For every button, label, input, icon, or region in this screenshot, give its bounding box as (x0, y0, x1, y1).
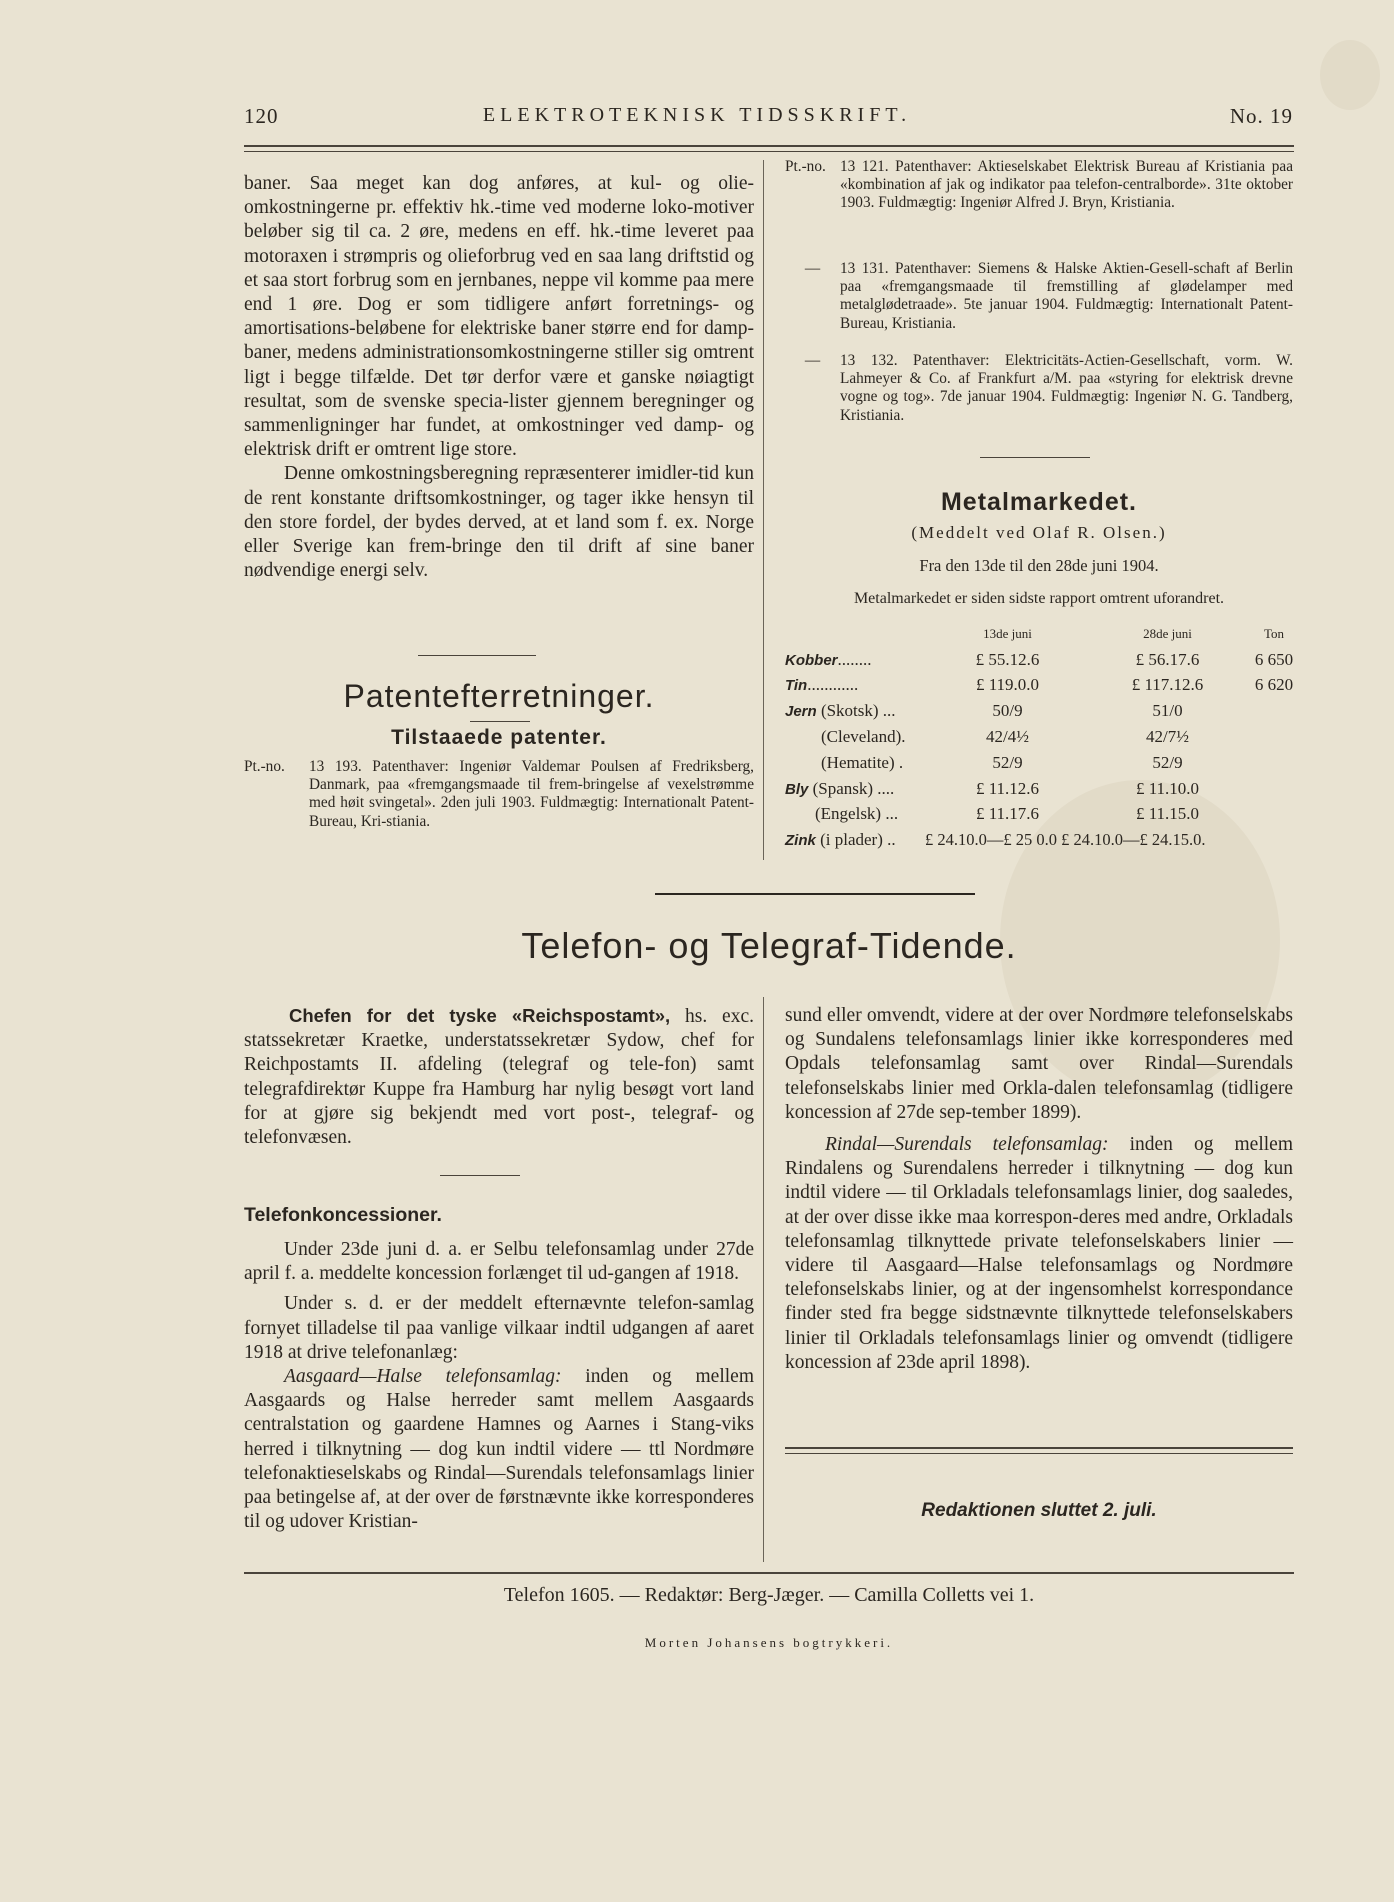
tonnage (1245, 750, 1303, 776)
patent-label: — (804, 260, 821, 277)
table-row (785, 698, 1303, 724)
column-divider (763, 997, 764, 1562)
table-row (785, 776, 1303, 802)
price-june-28: £ 11.15.0 (1135, 804, 1200, 824)
footer-line: Telefon 1605. — Redaktør: Berg-Jæger. — Camilla Colletts vei 1. (503, 1584, 1035, 1606)
telefon-right-column (785, 1004, 1293, 1375)
table-row (785, 673, 1303, 699)
section-divider (418, 655, 536, 656)
metal-qualifier: (i plader) .. (820, 830, 896, 850)
price-june-28: £ 117.12.6 (1131, 675, 1204, 695)
concessions-body (244, 1238, 754, 1534)
journal-title: ELEKTROTEKNISK TIDSSKRIFT. (482, 104, 912, 126)
patent-label: Pt.-no. (244, 758, 285, 775)
metal-qualifier: ........ (837, 649, 872, 669)
tonnage (1245, 802, 1303, 828)
metal-qualifier: (Engelsk) ... (815, 804, 899, 824)
closing-rule (785, 1453, 1293, 1454)
paragraph (244, 1365, 754, 1534)
column-divider (763, 160, 764, 860)
paragraph: baner. Saa meget kan dog anføres, at kul- og olie-omkostningerne pr. effektiv hk.-time ved moderne loko-motiver beløber sig til ca. 2 øre, medens en eff. hk.-time leveret paa motoraxen i strømpris og olieforbrug ved en saa lang driftstid og et saa stort forbrug som en jernbanes, neppe vil komme paa mere end 1 øre. Dog er som tidligere anført forretnings- og amortisations-beløbene for elektriske baner større end for damp-baner, medens administrationsomkostningerne stiller sig omtrent ligt i begge tilfælde. Det tør derfor være et ganske nøiagtigt resultat, som de svenske specia-lister gjennem beregninger og sammenligninger har fundet, at omkostninger ved damp- og elektrisk drift er omtrent lige store. (244, 173, 754, 461)
page-number: 120 (244, 104, 279, 128)
closing-rule (785, 1447, 1293, 1449)
price-june-28: 42/7½ (1146, 727, 1189, 747)
patent-entry (785, 352, 1293, 425)
patent-label: — (804, 352, 821, 369)
metal-summary: Metalmarkedet er siden sidste rapport omtrent uforandret. (853, 590, 1225, 607)
lead-rest: hs. exc. statssekretær Kraetke, understatssekretær Sydow, chef for Reichpostamts II. afdeling (telegraf og tele-fon) samt telegrafdirektør Kuppe fra Hamburg har nylig besøgt vort land for at gjøre sig bekjendt med vort post-, telegraf- og telefonvæsen. (244, 1006, 754, 1149)
patent-text: 13 132. Patenthaver: Elektricitäts-Actien-Gesellschaft, vorm. W. Lahmeyer & Co. af Frankfurt a/M. paa «styring for elektrisk drevne vogne og tog». 7de januar 1904. Fuldmægtig: Ingeniør N. G. Tandberg, Kristiania. (840, 352, 1293, 424)
price-june-13: £ 11.17.6 (975, 804, 1040, 824)
section-divider (440, 1175, 520, 1176)
tonnage (1245, 698, 1303, 724)
price-june-28: 51/0 (1152, 701, 1183, 721)
price-june-13: £ 11.12.6 (975, 778, 1040, 798)
price-june-28: £ 56.17.6 (1135, 649, 1200, 669)
italic-lead: Rindal—Surendals telefonsamlag: (825, 1134, 1109, 1156)
metal-qualifier: (Cleveland). (821, 727, 906, 747)
table-row (785, 802, 1303, 828)
column-header: 28de juni (1143, 625, 1192, 641)
column-header: 13de juni (983, 625, 1032, 641)
metal-qualifier: (Spansk) .... (812, 778, 895, 798)
column-header: Ton (1263, 625, 1285, 641)
telefon-left-column (244, 1004, 754, 1150)
paragraph: Under s. d. er der meddelt efternævnte telefon-samlag fornyet tilladelse til paa vanlige vilkaar indtil udgangen af aaret 1918 at drive telefonanlæg: (244, 1293, 754, 1363)
metal-name: Jern (785, 703, 817, 721)
metal-price-table (785, 621, 1303, 853)
footer-rule (244, 1572, 1294, 1574)
header-rule (244, 145, 1294, 147)
price-june-13: 50/9 (992, 701, 1023, 721)
tonnage: 6 620 (1254, 675, 1294, 695)
paper-stain (1320, 40, 1380, 110)
article-continuation (244, 172, 754, 583)
metal-qualifier: (Skotsk) ... (820, 701, 896, 721)
header-rule (244, 151, 1294, 152)
metal-name: Tin (785, 677, 808, 695)
patents-heading: Patentefterretninger. (343, 678, 655, 714)
patent-entry (785, 158, 1293, 213)
section-divider (980, 457, 1090, 458)
price-june-13: 52/9 (992, 752, 1023, 772)
price-june-28: £ 24.10.0—£ 24.15.0. (1061, 830, 1206, 850)
metal-qualifier: ............ (807, 675, 859, 695)
tonnage: 6 650 (1254, 649, 1294, 669)
price-june-28: £ 11.10.0 (1135, 778, 1200, 798)
paragraph (244, 1004, 754, 1150)
price-june-13: 42/4½ (986, 727, 1029, 747)
concessions-heading: Telefonkoncessioner. (244, 1204, 442, 1226)
patent-entry (244, 758, 754, 831)
table-row (785, 750, 1303, 776)
patent-text: 13 131. Patenthaver: Siemens & Halske Aktien-Gesell-schaft af Berlin paa «fremgangsmaade til fremstilling af glødelamper med metalglødetraade». 5te januar 1904. Fuldmægtig: Internationalt Patent-Bureau, Kristiania. (840, 260, 1293, 332)
metal-dates: Fra den 13de til den 28de juni 1904. (919, 556, 1159, 575)
telefon-heading: Telefon- og Telegraf-Tidende. (521, 925, 1017, 966)
patent-text: 13 121. Patenthaver: Aktieselskabet Elektrisk Bureau af Kristiania paa «kombination af jak og indikator paa telefon-centralborde». 31te oktober 1903. Fuldmægtig: Ingeniør Alfred J. Bryn, Kristiania. (840, 158, 1293, 212)
metal-qualifier: (Hematite) . (821, 752, 904, 772)
paragraph: sund eller omvendt, videre at der over Nordmøre telefonselskabs og Sundalens telefonsamlags linier ikke korresponderes med Opdals telefonsamlag samt over Rindal—Surendals telefonselskabs linier med Orkla-dalen telefonsamlag (tidligere koncession af 27de sep-tember 1899). (785, 1005, 1293, 1123)
metal-credit: (Meddelt ved Olaf R. Olsen.) (911, 523, 1167, 542)
patent-text: 13 193. Patenthaver: Ingeniør Valdemar Poulsen af Fredriksberg, Danmark, paa «fremgangsmaade til frem-bringelse af vexelstrømme med høit svingetal». 2den juli 1903. Fuldmægtig: Internationalt Patent-Bureau, Kri-stiania. (309, 758, 754, 830)
metal-name: Bly (785, 780, 809, 798)
patent-label: Pt.-no. (785, 158, 826, 175)
section-divider (655, 893, 975, 895)
patents-subheading: Tilstaaede patenter. (391, 726, 607, 749)
italic-lead: Aasgaard—Halse telefonsamlag: (284, 1366, 562, 1388)
metal-name: Kobber (785, 651, 838, 669)
table-row (785, 827, 1303, 853)
table-header-row (785, 621, 1303, 647)
issue-number: No. 19 (1229, 104, 1293, 128)
paragraph: Under 23de juni d. a. er Selbu telefonsamlag under 27de april f. a. meddelte koncession forlænget til ud-gangen af 1918. (244, 1239, 754, 1285)
paragraph-rest: inden og mellem Aasgaards og Halse herreder samt mellem Aasgaards centralstation og gaardene Hamnes og Aarnes i Stang-viks herred i tilknytning — dog kun indtil videre — ttl Nordmøre telefonaktieselskabs og Rindal—Surendals telefonsamlags linier paa betingelse af, at der over de førstnævnte ikke korresponderes til og udover Kristian- (244, 1366, 754, 1533)
price-june-13: £ 55.12.6 (975, 649, 1040, 669)
metal-heading: Metalmarkedet. (940, 488, 1138, 516)
editorial-closing: Redaktionen sluttet 2. juli. (921, 1500, 1157, 1521)
tonnage (1245, 724, 1303, 750)
table-row (785, 724, 1303, 750)
price-june-13: £ 24.10.0—£ 25 0.0 (925, 830, 1057, 850)
price-june-13: £ 119.0.0 (975, 675, 1040, 695)
paragraph (785, 1133, 1293, 1375)
paragraph-rest: inden og mellem Rindalens og Surendalens herreder i tilknytning — dog kun indtil videre — til Orkladals telefonsamlags linier, dog saaledes, at der over disse ikke maa korrespon-deres med andre, Orkladals telefonsamlag tilknyttede private telefonselskabers linier — videre til Aasgaard—Halse telefonsamlags og Nordmøre telefonselskabs linier, og at der ingensomhelst korrespondance finder sted fra begge sidstnævnte tilknyttede telefonselskabers linier til Orkladals telefonsamlags linier og omvendt (tidligere koncession af 23de april 1898). (785, 1134, 1293, 1373)
lead-bold: Chefen for det tyske «Reichspostamt», (289, 1005, 671, 1026)
metal-name: Zink (785, 832, 816, 850)
table-row (785, 647, 1303, 673)
paragraph: Denne omkostningsberegning repræsenterer imidler-tid kun de rent konstante driftsomkostninger, og tager ikke hensyn til den store fordel, der bydes derved, at et land som f. ex. Norge eller Sverige kan frem-bringe den til drift af sine baner nødvendige energi selv. (244, 463, 754, 582)
patent-entry (785, 260, 1293, 333)
price-june-28: 52/9 (1152, 752, 1183, 772)
printer-credit: Morten Johansens bogtrykkeri. (644, 1635, 894, 1650)
tonnage (1245, 776, 1303, 802)
section-divider (470, 721, 530, 722)
